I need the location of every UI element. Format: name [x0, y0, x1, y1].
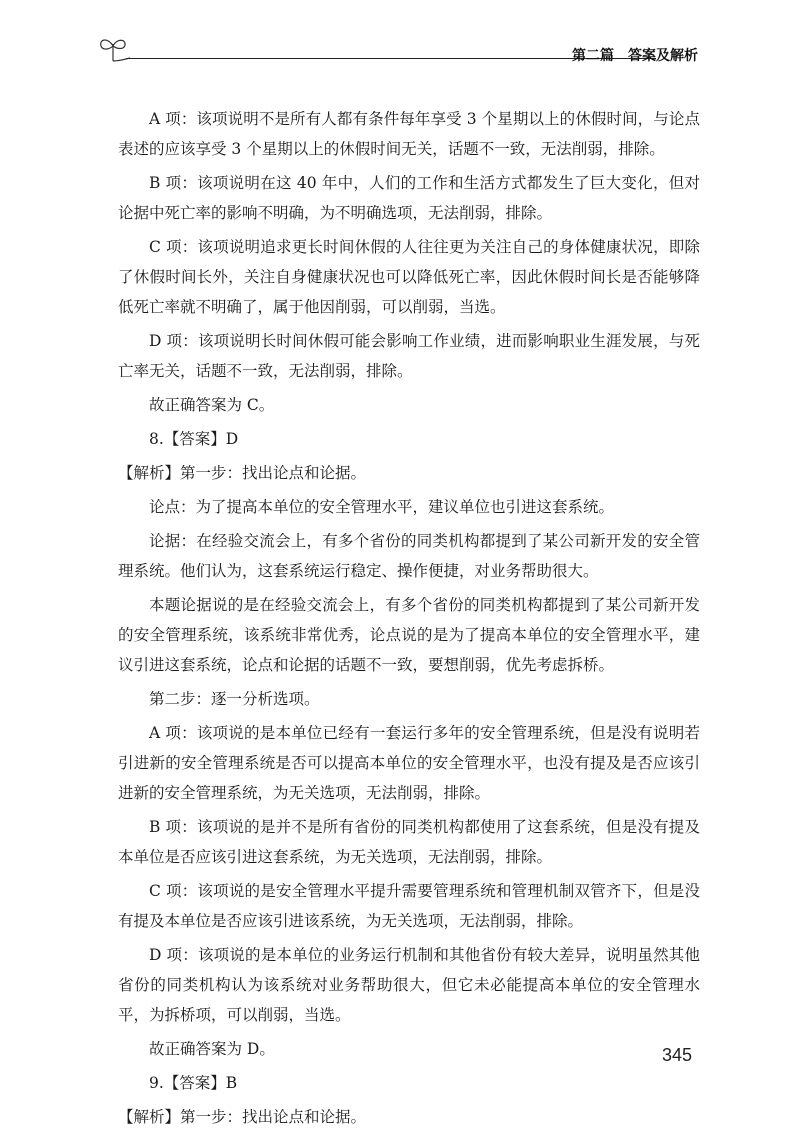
analysis-heading: 【解析】第一步：找出论点和论据。 — [118, 464, 367, 482]
paragraph: 论据：在经验交流会上，有多个省份的同类机构都提到了某公司新开发的安全管理系统。他们认为，这套系统运行稳定、操作便捷，对业务帮助很大。 — [118, 532, 700, 580]
answer-heading: 8.【答案】D — [149, 430, 239, 448]
paragraph: C 项：该项说明追求更长时间休假的人往往更为关注自己的身体健康状况，即除了休假时间长外，关注自身健康状况也可以降低死亡率，因此休假时间长是否能够降低死亡率就不明确了，属于他因削弱，可以削弱，当选。 — [118, 238, 700, 316]
sprout-icon — [96, 34, 130, 64]
paragraph: D 项：该项说明长时间休假可能会影响工作业绩，进而影响职业生涯发展，与死亡率无关，话题不一致，无法削弱，排除。 — [118, 332, 700, 380]
paragraph: 故正确答案为 D。 — [149, 1040, 275, 1058]
answer-heading: 9.【答案】B — [149, 1074, 238, 1092]
paragraph: 故正确答案为 C。 — [149, 396, 275, 414]
paragraph: C 项：该项说的是安全管理水平提升需要管理系统和管理机制双管齐下，但是没有提及本单位是否应该引进该系统，为无关选项，无法削弱，排除。 — [118, 882, 700, 930]
paragraph: 本题论据说的是在经验交流会上，有多个省份的同类机构都提到了某公司新开发的安全管理系统，该系统非常优秀，论点说的是为了提高本单位的安全管理水平，建议引进这套系统，论点和论据的话题不一致，要想削弱，优先考虑拆桥。 — [118, 596, 700, 674]
paragraph: D 项：该项说的是本单位的业务运行机制和其他省份有较大差异，说明虽然其他省份的同类机构认为该系统对业务帮助很大，但它未必能提高本单位的安全管理水平，为拆桥项，可以削弱，当选。 — [118, 946, 700, 1024]
page-header — [96, 34, 700, 70]
paragraph: B 项：该项说明在这 40 年中，人们的工作和生活方式都发生了巨大变化，但对论据中死亡率的影响不明确，为不明确选项，无法削弱，排除。 — [118, 174, 700, 222]
paragraph: B 项：该项说的是并不是所有省份的同类机构都使用了这套系统，但是没有提及本单位是否应该引进这套系统，为无关选项，无法削弱，排除。 — [118, 818, 700, 866]
paragraph: 论点：为了提高本单位的安全管理水平，建议单位也引进这套系统。 — [149, 498, 615, 516]
section-title: 第二篇 答案及解析 — [572, 48, 698, 64]
answer-body — [118, 104, 700, 1136]
paragraph: A 项：该项说明不是所有人都有条件每年享受 3 个星期以上的休假时间，与论点表述的应该享受 3 个星期以上的休假时间无关，话题不一致，无法削弱，排除。 — [118, 110, 700, 158]
analysis-heading: 【解析】第一步：找出论点和论据。 — [118, 1108, 367, 1126]
paragraph: 第二步：逐一分析选项。 — [149, 690, 320, 708]
page-number: 345 — [661, 1045, 692, 1065]
paragraph: A 项：该项说的是本单位已经有一套运行多年的安全管理系统，但是没有说明若引进新的安全管理系统是否可以提高本单位的安全管理水平，也没有提及是否应该引进新的安全管理系统，为无关选项，无法削弱，排除。 — [118, 724, 700, 802]
